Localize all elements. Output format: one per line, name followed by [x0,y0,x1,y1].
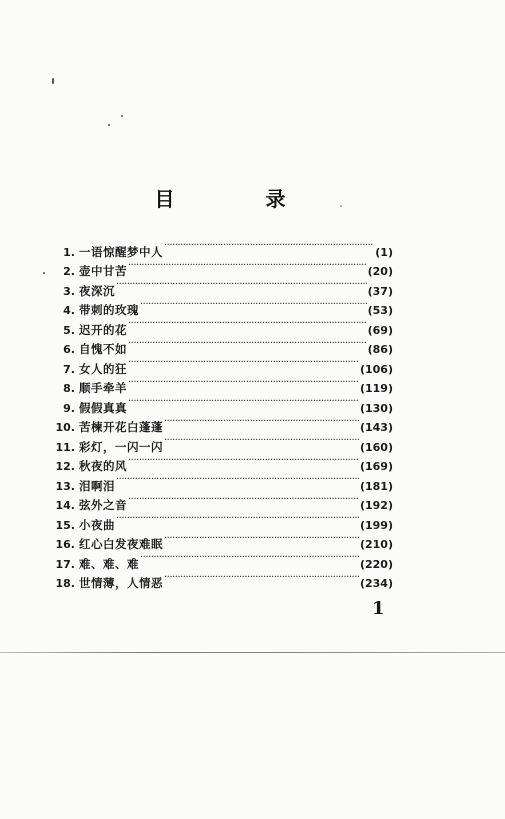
dot-leader [164,568,359,588]
toc-entry-page: (234) [359,577,393,590]
toc-entry-title: 小夜曲 [79,517,115,532]
toc-entry-page: (169) [359,460,393,473]
toc-entry-title: 女人的狂 [79,361,127,376]
toc-entry-number: 15. [55,518,75,532]
toc-entry-number: 5. [63,323,75,337]
toc-entry-number: 14. [55,499,75,512]
toc-entry-number: 10. [55,421,75,434]
toc-entry-title: 弦外之音 [79,498,127,512]
toc-entry-number: 18. [55,577,75,590]
toc-entry-number: 3. [63,284,75,298]
toc-entry-page: (130) [359,401,393,415]
dot-leader [128,256,367,276]
dot-leader [140,548,359,568]
dot-leader [140,295,367,315]
dot-leader [116,470,359,490]
toc-entry-page: (106) [359,362,393,376]
scan-speck [108,124,110,126]
toc-entry-page: (86) [367,343,393,356]
toc-entry-title: 秋夜的风 [79,459,127,473]
toc-entry-number: 1. [63,245,75,259]
table-of-contents [53,236,393,590]
toc-entry-page: (181) [359,479,393,493]
toc-entry-page: (119) [359,382,393,395]
page-edge-line [0,652,505,653]
dot-leader [116,509,359,529]
dot-leader [128,334,367,354]
dot-leader [164,529,359,549]
toc-entry-number: 13. [55,479,75,493]
toc-entry-title: 夜深沉 [79,283,115,298]
dot-leader [128,314,367,334]
toc-entry-title: 苦楝开花白蓬蓬 [79,420,163,434]
toc-entry-page: (37) [367,284,393,298]
toc-entry-page: (20) [367,265,393,278]
toc-entry-page: (160) [359,440,393,454]
toc-entry-page: (210) [359,538,393,551]
toc-entry-number: 2. [63,265,75,278]
toc-entry-title: 带刺的玫瑰 [79,303,139,317]
toc-entry-title: 彩灯，一闪一闪 [79,439,163,454]
toc-entry-page: (69) [367,323,393,337]
dot-leader [128,373,359,393]
toc-entry-title: 世情薄，人情恶 [79,576,163,590]
toc-entry-page: (192) [359,499,393,512]
toc-entry-number: 9. [63,401,75,415]
toc-entry-number: 17. [55,557,75,571]
toc-entry-page: (199) [359,518,393,532]
dot-leader [164,236,374,256]
toc-entry-number: 7. [63,362,75,376]
dot-leader [128,353,359,373]
toc-entry-number: 6. [63,343,75,356]
toc-entry-title: 壶中甘苦 [79,264,127,278]
toc-entry-title: 一语惊醒梦中人 [79,244,163,259]
dot-leader [116,275,367,295]
toc-entry-title: 假假真真 [79,400,127,415]
toc-heading: 目 录 [154,187,328,211]
page-number: 1 [372,598,385,619]
dot-leader [128,490,359,510]
toc-entry-title: 红心白发夜难眠 [79,537,163,551]
toc-entry-number: 11. [55,440,75,454]
toc-entry-title: 难、难、难 [79,556,139,571]
toc-entry-page: (143) [359,421,393,434]
dot-leader [164,412,359,432]
toc-entry-title: 迟开的花 [79,322,127,337]
toc-entry-number: 16. [55,538,75,551]
dot-leader [164,431,359,451]
toc-entry-page: (53) [367,304,393,317]
toc-entry [53,236,393,259]
dot-leader [128,392,359,412]
toc-entry-page: (1) [375,245,393,259]
toc-entry-title: 泪啊泪 [79,478,115,493]
toc-entry-number: 4. [63,304,75,317]
scan-speck [43,272,45,274]
dot-leader [128,451,359,471]
scan-speck [121,115,123,117]
toc-entry-number: 8. [63,382,75,395]
toc-entry-title: 自愧不如 [79,342,127,356]
toc-entry-title: 顺手牵羊 [79,381,127,395]
scan-speck [52,78,54,84]
toc-entry-page: (220) [359,557,393,571]
toc-entry-number: 12. [55,460,75,473]
